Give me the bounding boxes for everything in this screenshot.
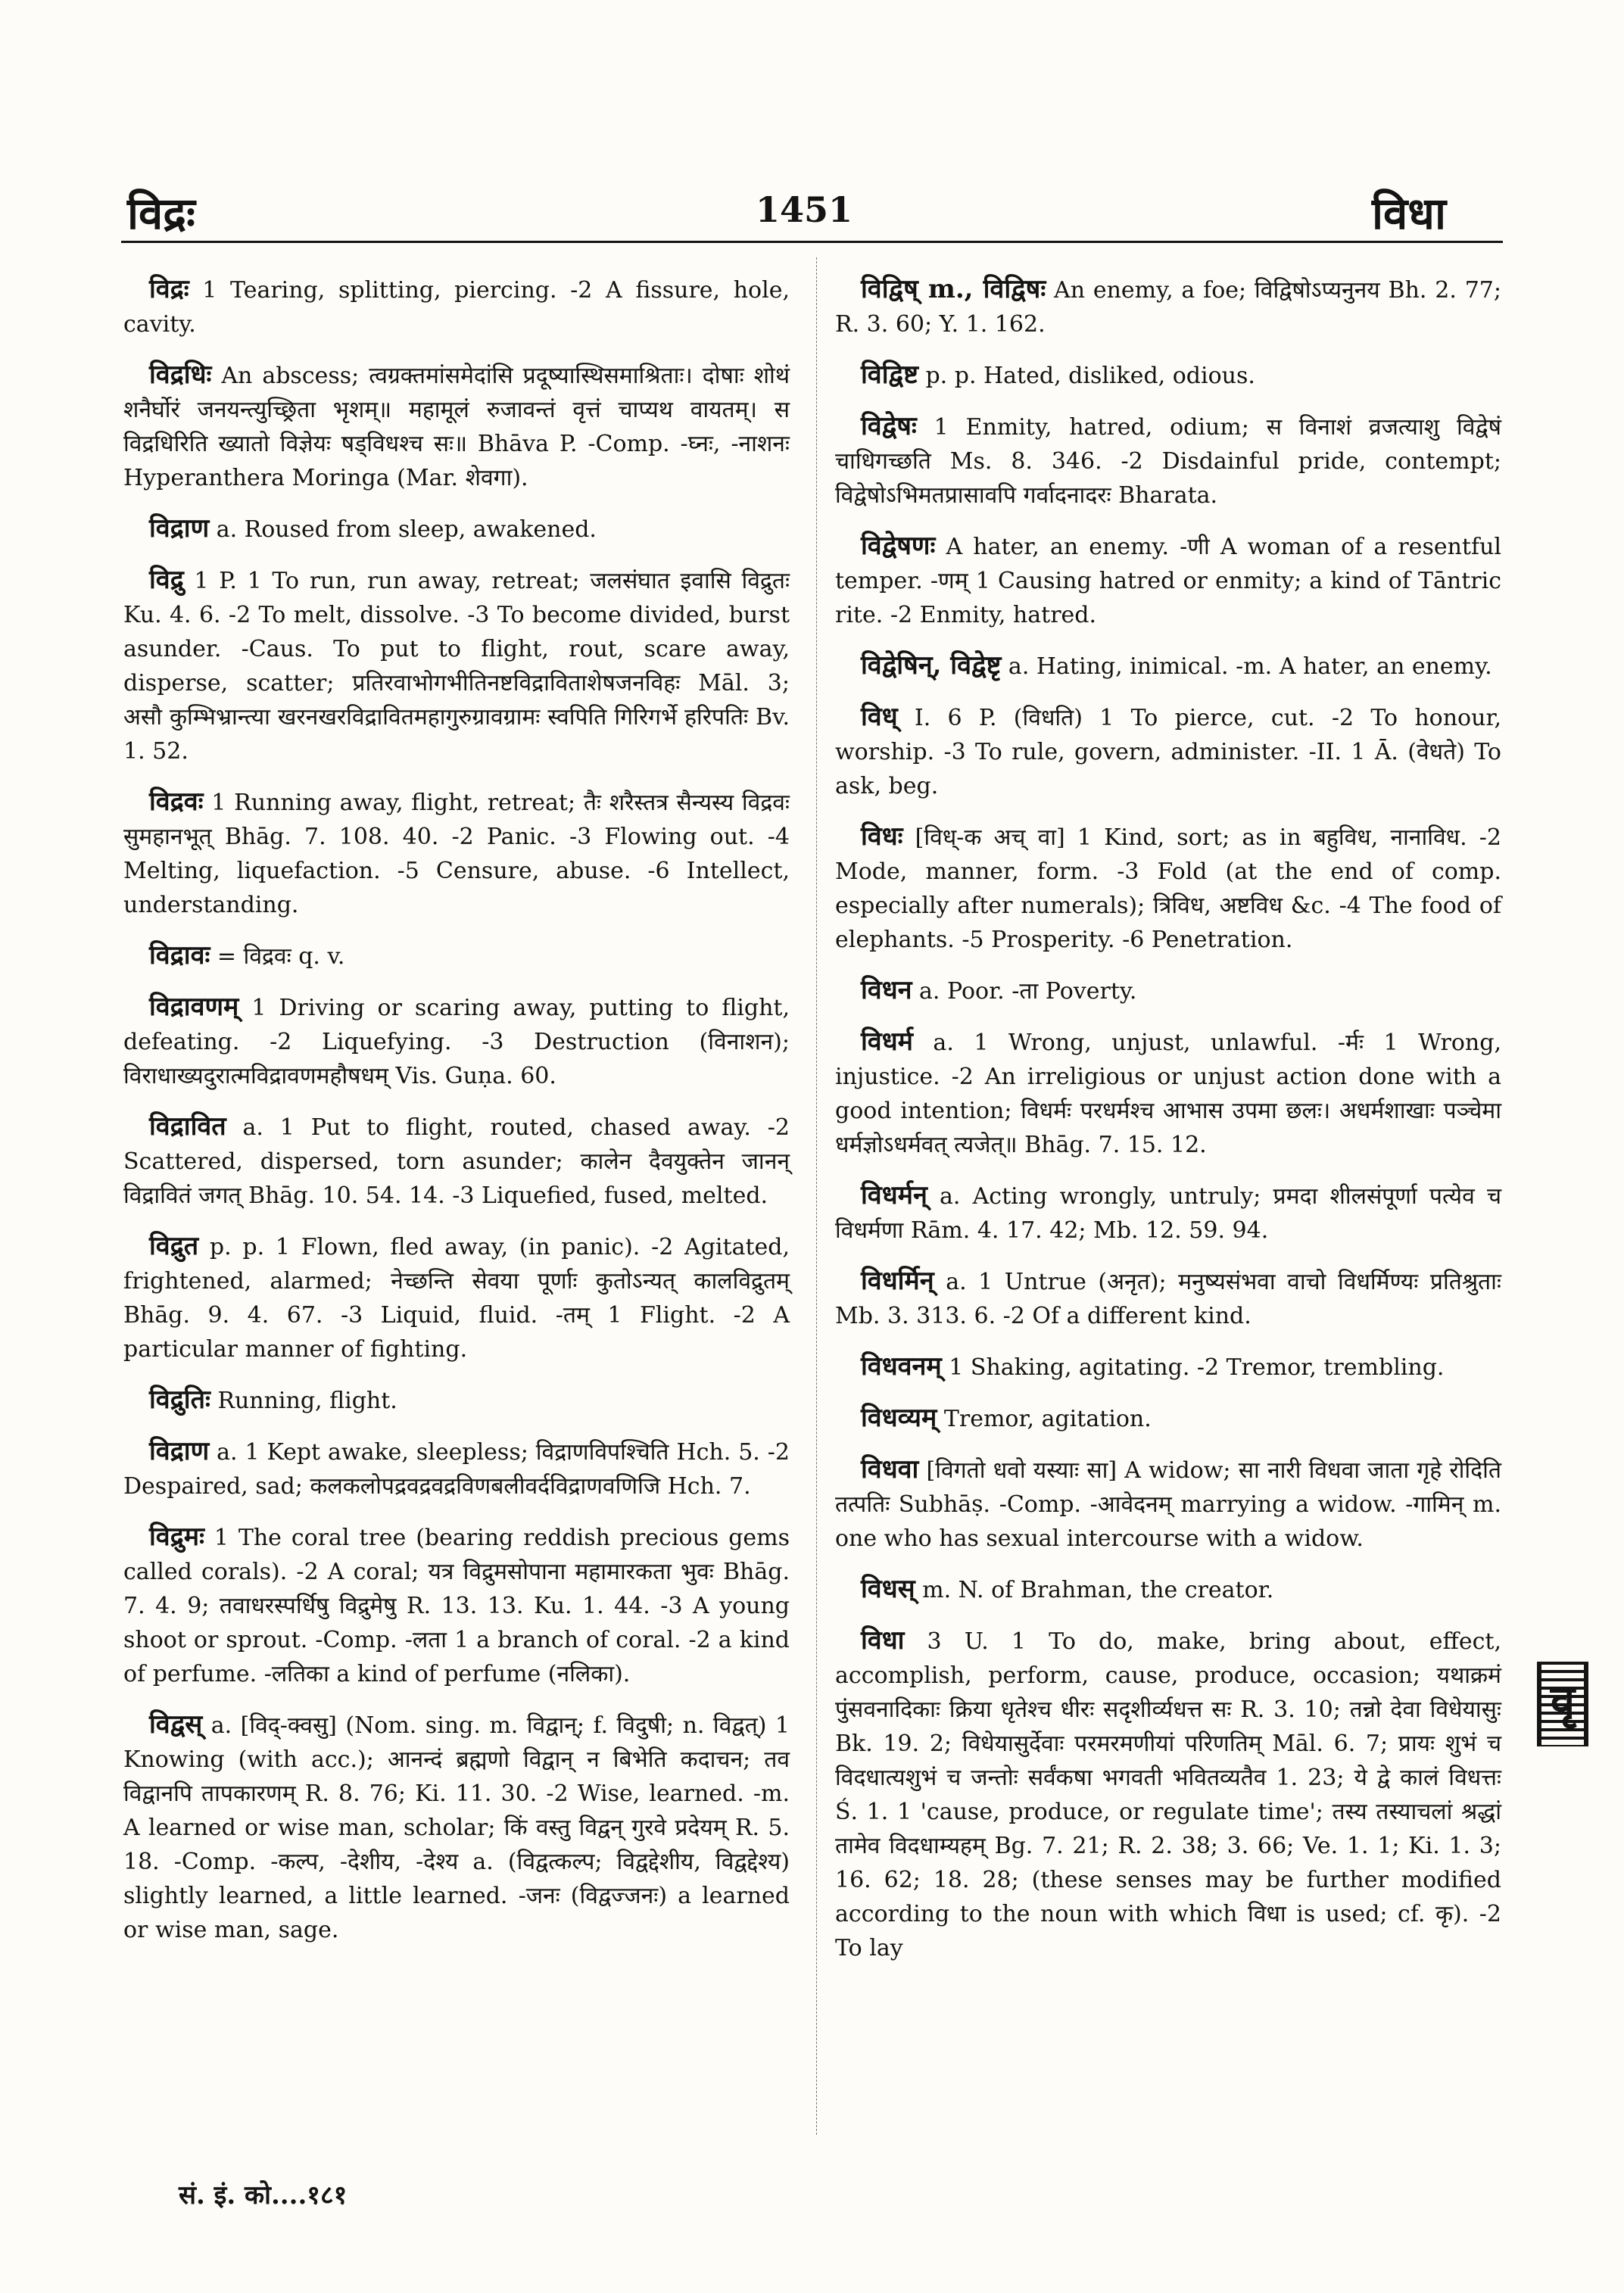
dictionary-entry [835,410,1501,512]
entry-headword: विधवा [861,1454,919,1485]
entry-definition: a. Acting wrongly, untruly; प्रमदा शीलसंपूर्णा पत्येव च विधर्मणा Rām. 4. 17. 42; Mb. 12. 59. 94. [835,1183,1501,1244]
entry-definition: a. [विद्-क्वसु] (Nom. sing. m. विद्वान्; f. विदुषी; n. विद्वत्) 1 Knowing (with acc.); आनन्दं ब्रह्मणो विद्वान् न बिभेति कदाचन; तव विद्वानपि तापकारणम् R. 8. 76; Ki. 11. 30. -2 Wise, learned. -m. A learned or wise man, scholar; किं वस्तु विद्वन् गुरवे प्रदेयम् R. 5. 18. -Comp. -कल्प, -देशीय, -देश्य a. (विद्वत्कल्प; विद्वद्देशीय, विद्वद्देश्य) slightly learned, a little learned. -जनः (विद्वज्जनः) a learned or wise man, sage. [123,1712,790,1943]
entry-definition: [विध्-क अच् वा] 1 Kind, sort; as in बहुविध, नानाविध. -2 Mode, manner, form. -3 Fold (at the end of comp. especially after numerals); त्रिविध, अष्टविध &c. -4 The food of elephants. -5 Prosperity. -6 Penetration. [835,824,1501,953]
entry-definition: 1 Running away, flight, retreat; तैः शरैस्तत्र सैन्यस्य विद्रवः सुमहानभूत् Bhāg. 7. 108. 40. -2 Panic. -3 Flowing out. -4 Melting, liquefaction. -5 Censure, abuse. -6 Intellect, understanding. [123,790,790,918]
entry-headword: विद्वेषिन्, विद्वेष्टृ [861,650,1002,681]
entry-headword: विद्वेषः [861,411,917,441]
dictionary-entry [835,1264,1501,1333]
dictionary-entry [123,1229,790,1366]
entry-definition: [विगतो धवो यस्याः सा] A widow; सा नारी विधवा जाता गृहे रोदिति तत्पतिः Subhāṣ. -Comp. -आवेदनम् marrying a widow. -गामिन् m. one who has sexual intercourse with a widow. [835,1457,1501,1552]
entry-headword: विधव्यम् [861,1403,937,1433]
thumb-index-letter: वृ [1550,1675,1576,1727]
entry-definition: 1 Tearing, splitting, piercing. -2 A fissure, hole, cavity. [123,277,790,338]
dictionary-entry [835,820,1501,957]
left-column [123,273,790,1964]
dictionary-entry [835,1453,1501,1556]
dictionary-entry [123,785,790,922]
entry-headword: विद्राण [149,1436,210,1466]
running-head-right: विधा [1372,188,1446,239]
signature-mark: सं. इं. को....१८१ [179,2180,348,2210]
entry-definition: a. Roused from sleep, awakened. [209,516,597,543]
entry-definition: 1 The coral tree (bearing reddish precious gems called corals). -2 A coral; यत्र विद्रुमसोपाना महामारकता भुवः Bhāg. 7. 4. 9; तवाधरस्पर्धिषु विद्रुमेषु R. 13. 13. Ku. 1. 44. -3 A young shoot or sprout. -Comp. -लता 1 a branch of coral. -2 a kind of perfume. -लतिका a kind of perfume (नलिका). [123,1525,790,1687]
entry-headword: विद्रुत [149,1231,199,1261]
entry-headword: विद्वेषणः [861,531,936,561]
entry-headword: विद्रावः [149,940,210,970]
entry-headword: विधवनम् [861,1351,942,1382]
entry-headword: विद्रावित [149,1111,226,1142]
dictionary-entry [123,1520,790,1691]
dictionary-entry [123,1110,790,1213]
entry-headword: विद्रुमः [149,1522,204,1552]
dictionary-entry [123,990,790,1093]
entry-definition: 1 Enmity, hatred, odium; स विनाशं व्रजत्याशु विद्वेषं चाधिगच्छति Ms. 8. 346. -2 Disdainful pride, contempt; विद्वेषोऽभिमतप्रासावपि गर्वादनादरः Bharata. [835,414,1501,509]
entry-definition: An abscess; त्वग्रक्तमांसमेदांसि प्रदूष्यास्थिसमाश्रिताः। दोषाः शोथं शनैर्घोरं जनयन्त्युच्छ्रिता भृशम्॥ महामूलं रुजावन्तं वृत्तं चाप्यथ वायतम्। स विद्रधिरिति ख्यातो विज्ञेयः षड्विधश्च सः॥ Bhāva P. -Comp. -घ्नः, -नाशनः Hyperanthera Moringa (Mar. शेवगा). [123,363,790,491]
entry-definition: A hater, an enemy. -णी A woman of a resentful temper. -णम् 1 Causing hatred or enmity; a kind of Tāntric rite. -2 Enmity, hatred. [835,534,1501,628]
entry-headword: विद्रुतिः [149,1385,210,1415]
entry-definition: Running, flight. [210,1388,397,1414]
dictionary-entry [835,273,1501,341]
dictionary-entry [123,1435,790,1503]
page-number: 1451 [756,189,853,230]
entry-definition: 3 U. 1 To do, make, bring about, effect, accomplish, perform, cause, produce, occasion; यथाक्रमं पुंसवनादिकाः क्रिया धृतेश्च धीरः सदृशीर्व्यधत्त सः R. 3. 10; तन्नो देवा विधेयासुः Bk. 19. 2; विधेयासुर्देवाः परमरमणीयां परिणतिम् Māl. 6. 7; प्रायः शुभं च विदधात्यशुभं च जन्तोः सर्वंकषा भगवती भवितव्यतैव 1. 23; ये द्वे कालं विधत्तः Ś. 1. 1 'cause, produce, or regulate time'; तस्य तस्याचलां श्रद्धां तामेव विदधाम्यहम् Bg. 7. 21; R. 2. 38; 3. 66; Ve. 1. 1; Ki. 1. 3; 16. 62; 18. 28; (these senses may be further modified according to the noun with which विधा is used; cf. कृ). -2 To lay [835,1628,1501,1961]
dictionary-entry [123,1383,790,1418]
entry-headword: विधा [861,1625,905,1656]
entry-definition: a. 1 Wrong, unjust, unlawful. -र्मः 1 Wrong, injustice. -2 An irreligious or unjust action done with a good intention; विधर्मः परधर्मश्च आभास उपमा छलः। अधर्मशाखाः पञ्चेमा धर्मज्ञोऽधर्मवत् त्यजेत्॥ Bhāg. 7. 15. 12. [835,1030,1501,1158]
entry-headword: विध् [861,702,898,732]
dictionary-entry [123,273,790,341]
entry-headword: विधर्म [861,1027,913,1057]
dictionary-entry [835,529,1501,632]
dictionary-entry [835,1401,1501,1436]
dictionary-entry [123,358,790,495]
entry-headword: विधन [861,975,912,1005]
entry-definition: 1 P. 1 To run, run away, retreat; जलसंघात इवासि विद्रुतः Ku. 4. 6. -2 To melt, dissolve. -3 To become divided, burst asunder. -Caus. To put to flight, rout, scare away, disperse, scatter; प्रतिरवाभोगभीतिनष्टविद्राविताशेषजनविहः Māl. 3; असौ कुम्भिभ्रान्त्या खरनखरविद्रावितमहागुरुग्रावग्रामः स्वपिति गिरिगर्भे हरिपतिः Bv. 1. 52. [123,568,790,765]
entry-headword: विद्रु [149,565,184,595]
dictionary-entry [835,1350,1501,1385]
entry-headword: विद्रावणम् [149,992,239,1022]
dictionary-entry [835,700,1501,803]
entry-definition: a. Hating, inimical. -m. A hater, an enemy. [1001,653,1492,680]
entry-headword: विद्राण [149,513,210,544]
dictionary-entry [835,358,1501,393]
entry-headword: विधर्मन् [861,1180,927,1210]
entry-headword: विधः [861,821,903,852]
dictionary-entry [123,512,790,547]
entry-definition: An enemy, a foe; विद्विषोऽप्यनुनय Bh. 2. 77; R. 3. 60; Y. 1. 162. [835,277,1501,338]
entry-headword: विद्रः [149,274,189,304]
dictionary-entry [835,1179,1501,1248]
entry-definition: p. p. 1 Flown, fled away, (in panic). -2 Agitated, frightened, alarmed; नेच्छन्ति सेवया पूर्णाः कुतोऽन्यत् कालविद्रुतम् Bhāg. 9. 4. 67. -3 Liquid, fluid. -तम् 1 Flight. -2 A particular manner of fighting. [123,1234,790,1363]
entry-definition: = विद्रवः q. v. [210,943,345,970]
column-divider [816,257,817,2135]
entry-definition: a. 1 Kept awake, sleepless; विद्राणविपश्चिति Hch. 5. -2 Despaired, sad; कलकलोपद्रवद्रवद्रविणबलीवर्दविद्राणवणिजि Hch. 7. [123,1439,790,1500]
entry-definition: p. p. Hated, disliked, odious. [918,363,1255,389]
dictionary-entry [123,939,790,974]
entry-headword: विद्वस् [149,1709,203,1740]
header-rule [121,241,1503,243]
entry-headword: विधर्मिन् [861,1266,934,1296]
dictionary-entry [123,563,790,768]
running-head [0,0,1624,250]
entry-definition: m. N. of Brahman, the creator. [915,1577,1274,1603]
entry-headword: विद्विष् m., विद्विषः [861,274,1046,304]
entry-definition: 1 Shaking, agitating. -2 Tremor, trembling. [941,1354,1445,1381]
entry-definition: a. Poor. -ता Poverty. [912,978,1137,1005]
entry-headword: विद्विष्ट [861,360,918,390]
right-column [835,273,1501,1982]
dictionary-entry [835,1624,1501,1965]
entry-definition: a. 1 Put to flight, routed, chased away. -2 Scattered, dispersed, torn asunder; कालेन दैवयुक्तेन जानन् विद्रावितं जगत् Bhāg. 10. 54. 14. -3 Liquefied, fused, melted. [123,1114,790,1209]
dictionary-entry [835,1572,1501,1607]
entry-headword: विद्रधिः [149,360,212,390]
dictionary-entry [835,1025,1501,1162]
entry-definition: I. 6 P. (विधति) 1 To pierce, cut. -2 To honour, worship. -3 To rule, govern, administer. -II. 1 Ā. (वेधते) To ask, beg. [835,705,1501,799]
entry-definition: Tremor, agitation. [937,1406,1152,1432]
entry-headword: विद्रवः [149,787,204,817]
entry-definition: a. 1 Untrue (अनृत); मनुष्यसंभवा वाचो विधर्मिण्यः प्रतिश्रुताः Mb. 3. 313. 6. -2 Of a different kind. [835,1269,1501,1329]
running-head-left: विद्रः [127,188,195,239]
entry-headword: विधस् [861,1574,915,1604]
dictionary-entry [835,974,1501,1008]
dictionary-entry [123,1708,790,1947]
entry-definition: 1 Driving or scaring away, putting to flight, defeating. -2 Liquefying. -3 Destruction (विनाशन); विराधाख्यदुरात्मविद्रावणमहौषधम् Vis. Guṇa. 60. [123,995,790,1089]
dictionary-entry [835,649,1501,684]
